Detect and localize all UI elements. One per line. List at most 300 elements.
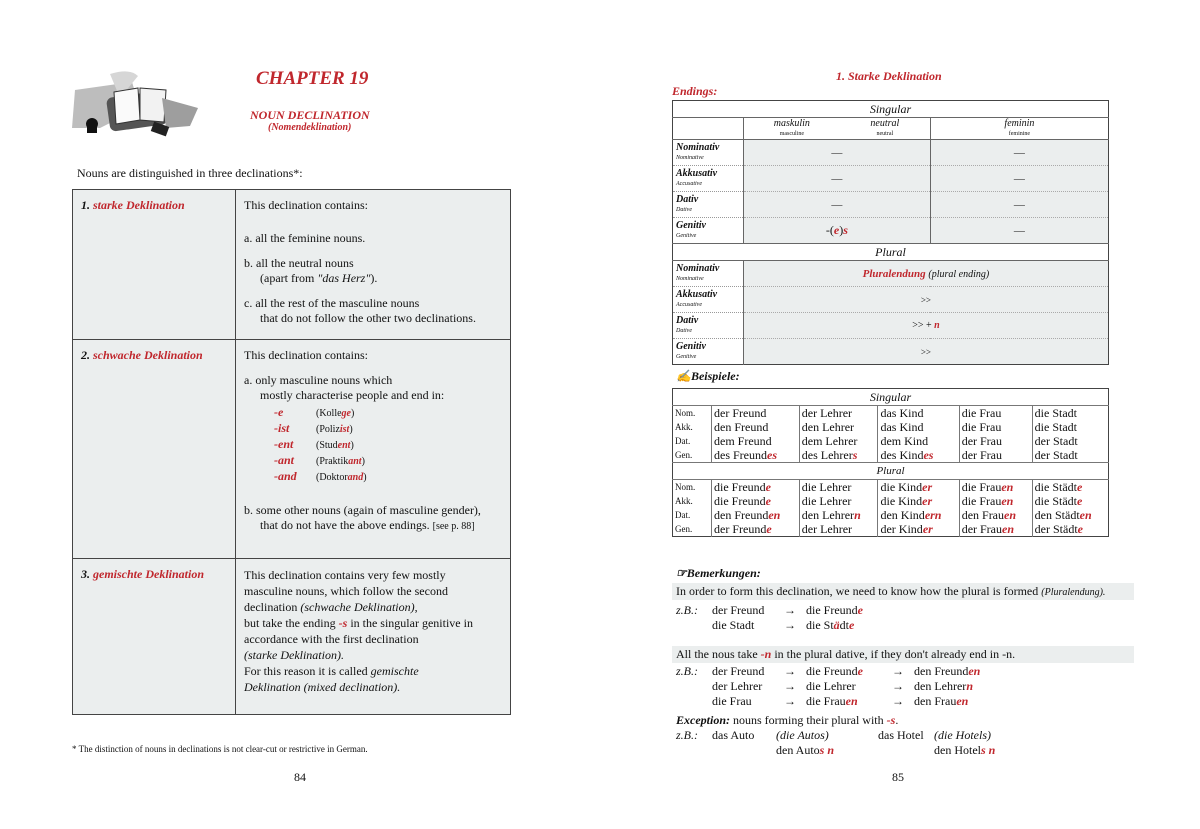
example-noun-ending: en bbox=[1079, 508, 1092, 522]
example-noun-stem: die Frau bbox=[961, 406, 1002, 420]
case-label-en: Genitive bbox=[676, 233, 697, 239]
endings-corner bbox=[673, 118, 744, 140]
examples-singular-header: Singular bbox=[673, 389, 1109, 406]
row3-line3 bbox=[244, 599, 502, 615]
example-noun bbox=[712, 420, 800, 434]
example-noun-ending: e bbox=[1077, 480, 1083, 494]
row3-l7-pre: For this reason it is called bbox=[244, 664, 371, 678]
plural-akk-en: Accusative bbox=[676, 302, 702, 308]
row1-contains: This declination contains: bbox=[244, 198, 368, 212]
example-noun-ending: er bbox=[922, 494, 933, 508]
row1-item-c bbox=[244, 296, 502, 326]
suffix-example-pre: (Poliz bbox=[316, 424, 340, 435]
plural-nom-en: Nominative bbox=[676, 276, 704, 282]
row3-line8: Deklination (mixed declination). bbox=[244, 680, 401, 694]
gender-fem bbox=[930, 118, 1108, 140]
example-noun bbox=[712, 434, 800, 448]
examples-plural-row bbox=[673, 522, 1109, 537]
examples-singular-row bbox=[673, 406, 1109, 421]
arrow-icon: → bbox=[892, 679, 904, 693]
example-noun bbox=[799, 420, 878, 434]
row1-a-text: all the feminine nouns. bbox=[255, 231, 366, 245]
zb-label-2 bbox=[676, 679, 712, 694]
ex2-b-pre: die Frau bbox=[806, 694, 846, 708]
row2-number: 2. bbox=[81, 348, 90, 362]
row1-b-text2-post: ). bbox=[370, 271, 378, 285]
example-noun bbox=[799, 508, 878, 522]
plural-dat-pre: >> + bbox=[912, 320, 935, 331]
ending-mn-mid: ) bbox=[839, 223, 844, 237]
footnote: * The distinction of nouns in declinations is not clear-cut or restrictive in German. bbox=[72, 744, 368, 754]
example-noun bbox=[878, 448, 959, 463]
ex2-b-red: e bbox=[857, 664, 863, 678]
suffix-example-post: ) bbox=[349, 424, 353, 435]
decl-row3-content bbox=[236, 559, 510, 714]
gender-neut bbox=[840, 119, 930, 139]
endings-mn-header bbox=[743, 118, 930, 140]
ending-mn-pre: -( bbox=[825, 223, 834, 237]
example-noun-stem: des Kind bbox=[880, 448, 924, 462]
row3-l4-red: -s bbox=[338, 616, 348, 630]
row1-a-label: a. bbox=[244, 231, 253, 245]
row2-contains: This declination contains: bbox=[244, 348, 368, 362]
row2-b-text2: that do not have the above endings. bbox=[260, 518, 430, 532]
plural-gen-en: Genitive bbox=[676, 354, 697, 360]
row3-line6: (starke Deklination). bbox=[244, 648, 344, 662]
ex3-b3-red: s n bbox=[981, 743, 996, 757]
suffix-example-post: ) bbox=[361, 456, 365, 467]
example-noun bbox=[1032, 494, 1108, 508]
exception-label: Exception: bbox=[676, 713, 730, 727]
suffix-example-pre: (Stud bbox=[316, 440, 338, 451]
ex2-b-pre: die Freund bbox=[806, 664, 858, 678]
example-noun-stem: der Freund bbox=[714, 406, 767, 420]
case-label-de: Nominativ bbox=[676, 142, 720, 153]
example-noun bbox=[1032, 420, 1108, 434]
examples-plural-body bbox=[673, 480, 1109, 537]
ex2-b-pre: die Lehrer bbox=[806, 679, 856, 693]
suffix-example-pre: (Doktor bbox=[316, 472, 348, 483]
case-label bbox=[673, 140, 744, 166]
example-noun-stem: den Lehrer bbox=[801, 508, 855, 522]
case-label-de: Genitiv bbox=[676, 220, 706, 231]
case-abbr: Gen. bbox=[675, 450, 693, 460]
examples-plural-row bbox=[673, 508, 1109, 522]
examples-singular-row bbox=[673, 448, 1109, 463]
case-abbr: Nom. bbox=[675, 408, 696, 418]
ex1-b1-pre: die Freund bbox=[806, 603, 858, 617]
example-noun bbox=[878, 420, 959, 434]
chapter-illustration bbox=[70, 68, 200, 142]
plural-nom-value bbox=[743, 261, 1108, 287]
ending-f: — bbox=[930, 166, 1108, 192]
case-abbr: Akk. bbox=[675, 496, 693, 506]
example-noun bbox=[799, 448, 878, 463]
suffix-example bbox=[316, 424, 353, 435]
ex2-c-red: n bbox=[966, 679, 973, 693]
row2-item-a bbox=[244, 373, 502, 403]
ex3-a3-pre: den Auto bbox=[776, 743, 820, 757]
suffix-list bbox=[244, 405, 502, 485]
example-noun-stem: die Kind bbox=[880, 494, 923, 508]
row1-c-label: c. bbox=[244, 296, 253, 310]
case-label-en: Accusative bbox=[676, 181, 702, 187]
suffix-example-pre: (Kolle bbox=[316, 408, 342, 419]
ex3-a2: (die Autos) bbox=[776, 728, 829, 742]
example-noun-stem: den Kind bbox=[880, 508, 925, 522]
plural-ending-note: (plural ending) bbox=[928, 268, 990, 280]
plural-ending-label: Pluralendung bbox=[862, 267, 926, 280]
exception-line bbox=[676, 713, 898, 728]
ex2-c bbox=[914, 664, 980, 679]
endings-singular-body bbox=[673, 140, 1109, 244]
arrow-icon: → bbox=[892, 664, 904, 678]
page-number-right: 85 bbox=[892, 770, 904, 784]
gender-neut-de: neutral bbox=[870, 117, 900, 129]
endings-table bbox=[672, 100, 1109, 365]
suffix-example bbox=[316, 440, 354, 451]
case-label-en: Nominative bbox=[676, 155, 704, 161]
pencil-icon: ✍ bbox=[676, 369, 691, 383]
ex2-line bbox=[676, 694, 980, 709]
row3-line4 bbox=[244, 615, 502, 631]
suffix-example bbox=[316, 472, 367, 483]
example-noun-stem: der Frau bbox=[961, 522, 1003, 536]
zb-label-2: z.B.: bbox=[676, 664, 698, 678]
suffix-example-hl: and bbox=[347, 472, 364, 483]
arrow-icon: → bbox=[784, 694, 796, 708]
example-noun-ending: e bbox=[1077, 494, 1083, 508]
suffix-example-hl: ent bbox=[337, 440, 351, 451]
example-noun-stem: der Kind bbox=[880, 522, 923, 536]
ex3-b2: (die Hotels) bbox=[934, 728, 991, 742]
exception-text: nouns forming their plural with bbox=[730, 713, 887, 727]
example-noun-stem: die Stadt bbox=[1034, 406, 1077, 420]
example-noun-stem: den Städt bbox=[1034, 508, 1080, 522]
example-noun-ending: en bbox=[1001, 494, 1014, 508]
plural-dat-red: n bbox=[934, 320, 940, 331]
case-label-de: Akkusativ bbox=[676, 168, 718, 179]
ex2-c-red: en bbox=[956, 694, 969, 708]
row3-l3-it: (schwache Deklination) bbox=[300, 600, 415, 614]
example-block-2 bbox=[676, 664, 980, 709]
row3-line5: accordance with the first declination bbox=[244, 632, 419, 646]
example-noun-stem: die Frau bbox=[961, 480, 1002, 494]
row1-item-b bbox=[244, 256, 502, 286]
example-noun-stem: der Lehrer bbox=[801, 522, 853, 536]
endings-singular-row bbox=[673, 140, 1109, 166]
example-noun-ending: s bbox=[852, 448, 858, 462]
example-noun bbox=[878, 480, 959, 495]
ex2-b-red: en bbox=[845, 694, 858, 708]
example-noun-stem: das Kind bbox=[880, 420, 924, 434]
example-noun bbox=[959, 522, 1032, 537]
example-noun bbox=[1032, 434, 1108, 448]
example-noun-stem: die Lehrer bbox=[801, 480, 852, 494]
hand-pointer-icon: ☞ bbox=[676, 566, 687, 580]
row1-b-label: b. bbox=[244, 256, 253, 270]
chapter-title: CHAPTER 19 bbox=[256, 68, 369, 89]
row2-item-b bbox=[244, 503, 502, 534]
note2-pre: All the nous take bbox=[676, 647, 761, 661]
row2-b-label: b. bbox=[244, 503, 253, 517]
row3-line1: This declination contains very few mostly bbox=[244, 568, 446, 582]
plural-akk-value: >> bbox=[743, 287, 1108, 313]
decl-row2-content bbox=[236, 340, 510, 559]
example-noun-stem: die Frau bbox=[961, 420, 1002, 434]
ex2-c bbox=[914, 679, 973, 694]
example-noun bbox=[799, 434, 878, 448]
row2-b-text1: some other nouns (again of masculine gender), bbox=[256, 503, 481, 517]
example-noun bbox=[1032, 480, 1108, 495]
right-title: 1. Starke Deklination bbox=[836, 69, 942, 83]
suffix-example-pre: (Praktik bbox=[316, 456, 349, 467]
example-noun bbox=[799, 494, 878, 508]
example-noun-stem: die Frau bbox=[961, 494, 1002, 508]
suffix-example-post: ) bbox=[351, 408, 355, 419]
example-noun bbox=[1032, 406, 1108, 421]
section-title: NOUN DECLINATION bbox=[250, 108, 370, 122]
ending-mn-red2: s bbox=[843, 223, 848, 237]
suffix-ending: -e bbox=[274, 405, 284, 419]
ex2-c-pre: den Freund bbox=[914, 664, 969, 678]
endings-plural-header: Plural bbox=[673, 244, 1109, 261]
plural-gen-de: Genitiv bbox=[676, 341, 706, 352]
ending-mn: — bbox=[743, 192, 930, 218]
ex2-c-red: en bbox=[968, 664, 981, 678]
example-noun bbox=[878, 508, 959, 522]
gender-masc bbox=[744, 119, 840, 139]
row3-name: gemischte Deklination bbox=[93, 567, 204, 581]
example-noun-ending: er bbox=[922, 480, 933, 494]
decl-row2-heading bbox=[73, 340, 236, 559]
ex2-line bbox=[676, 679, 980, 694]
example-noun-stem: den Lehrer bbox=[801, 420, 855, 434]
decl-row1-content bbox=[236, 190, 510, 340]
example-noun bbox=[959, 508, 1032, 522]
zb-label-2 bbox=[676, 694, 712, 709]
example-noun-stem: den Freund bbox=[714, 508, 769, 522]
example-noun-stem: des Lehrer bbox=[801, 448, 853, 462]
example-noun-stem: dem Freund bbox=[714, 434, 772, 448]
suffix-item bbox=[274, 469, 502, 485]
row3-l3-post: , bbox=[414, 600, 418, 614]
suffix-example-post: ) bbox=[350, 440, 354, 451]
ex1-b2-pre: die St bbox=[806, 618, 834, 632]
example-noun-stem: die Lehrer bbox=[801, 494, 852, 508]
example-noun-ending: e bbox=[766, 522, 772, 536]
example-noun-ending: ern bbox=[924, 508, 942, 522]
arrow-icon: → bbox=[892, 694, 904, 708]
row2-a-text2: mostly characterise people and end in: bbox=[260, 388, 445, 402]
ex3-a3-red: s n bbox=[819, 743, 835, 757]
ex1-b2-red2: e bbox=[849, 618, 855, 632]
example-noun-stem: die Freund bbox=[714, 480, 766, 494]
case-label-en: Dative bbox=[676, 207, 692, 213]
row3-l4-pre: but take the ending bbox=[244, 616, 339, 630]
case-label bbox=[673, 218, 744, 244]
row3-number: 3. bbox=[81, 567, 90, 581]
endings-label: Endings: bbox=[672, 84, 718, 98]
example-noun-ending: e bbox=[765, 494, 771, 508]
example-noun-ending: n bbox=[854, 508, 861, 522]
example-noun bbox=[959, 480, 1032, 495]
gender-fem-de: feminin bbox=[1004, 117, 1035, 129]
page-number-left: 84 bbox=[294, 770, 306, 784]
ex2-a: die Frau bbox=[712, 694, 752, 708]
example-noun bbox=[878, 494, 959, 508]
ending-mn-red: e bbox=[833, 223, 840, 237]
ex2-b bbox=[806, 664, 892, 679]
example-noun-ending: en bbox=[1002, 522, 1015, 536]
plural-gen-value: >> bbox=[743, 339, 1108, 365]
example-noun-stem: der Frau bbox=[961, 434, 1003, 448]
ending-mn bbox=[743, 218, 930, 244]
endings-singular-row bbox=[673, 166, 1109, 192]
zb-label-1: z.B.: bbox=[676, 603, 698, 617]
suffix-item bbox=[274, 421, 502, 437]
example-noun bbox=[799, 406, 878, 421]
note1 bbox=[672, 583, 1134, 600]
example-noun-ending: e bbox=[765, 480, 771, 494]
suffix-example bbox=[316, 456, 365, 467]
gender-masc-en: masculine bbox=[779, 130, 805, 137]
example-noun-stem: die Städt bbox=[1034, 480, 1077, 494]
example-noun-stem: den Freund bbox=[714, 420, 769, 434]
case-abbr: Gen. bbox=[675, 524, 693, 534]
plural-akk-de: Akkusativ bbox=[676, 289, 718, 300]
exception-post: . bbox=[895, 713, 899, 727]
plural-case-gen bbox=[673, 339, 744, 365]
declination-table bbox=[72, 189, 511, 715]
case-label-de: Dativ bbox=[676, 194, 699, 205]
bemerkungen-heading bbox=[676, 566, 761, 581]
example-noun bbox=[1032, 508, 1108, 522]
decl-row1-heading bbox=[73, 190, 236, 340]
note2-red: -n bbox=[760, 647, 772, 661]
suffix-ending: -ent bbox=[274, 437, 294, 451]
example-noun bbox=[959, 494, 1032, 508]
row3-l7-it: gemischte bbox=[370, 664, 419, 678]
case-label bbox=[673, 166, 744, 192]
example-noun bbox=[959, 420, 1032, 434]
row1-b-text2-it: "das Herz" bbox=[317, 271, 371, 285]
example-noun-stem: der Lehrer bbox=[801, 406, 853, 420]
beispiele-heading bbox=[676, 369, 740, 384]
example-noun bbox=[878, 522, 959, 537]
zb-label-3: z.B.: bbox=[676, 728, 698, 742]
case-abbr: Akk. bbox=[675, 422, 693, 432]
gender-masc-de: maskulin bbox=[773, 117, 810, 129]
bemerkungen-label: Bemerkungen: bbox=[686, 566, 761, 580]
row1-c-text2: that do not follow the other two declinations. bbox=[260, 311, 476, 325]
ex1-line2 bbox=[676, 618, 863, 633]
example-noun-ending: es bbox=[923, 448, 934, 462]
arrow-icon: → bbox=[784, 603, 796, 617]
case-abbr: Nom. bbox=[675, 482, 696, 492]
example-noun bbox=[1032, 448, 1108, 463]
example-noun bbox=[878, 434, 959, 448]
row2-name: schwache Deklination bbox=[93, 348, 203, 362]
example-noun-stem: des Freund bbox=[714, 448, 767, 462]
ending-f: — bbox=[930, 218, 1108, 244]
ex3-b1: das Hotel bbox=[878, 728, 924, 742]
row3-line7 bbox=[244, 663, 502, 679]
example-noun-ending: e bbox=[1077, 522, 1083, 536]
suffix-item bbox=[274, 437, 502, 453]
ex3-line1 bbox=[676, 728, 995, 743]
example-noun-stem: das Kind bbox=[880, 406, 924, 420]
plural-dat-value bbox=[743, 313, 1108, 339]
plural-case-dat bbox=[673, 313, 744, 339]
suffix-example-hl: ist bbox=[339, 424, 350, 435]
ending-mn: — bbox=[743, 166, 930, 192]
example-noun-stem: der Städt bbox=[1034, 522, 1078, 536]
suffix-example-hl: ant bbox=[348, 456, 362, 467]
example-noun bbox=[1032, 522, 1108, 537]
section-subtitle: (Nomendeklination) bbox=[268, 122, 352, 133]
row3-line2: masculine nouns, which follow the second bbox=[244, 584, 448, 598]
row2-b-ref: [see p. 88] bbox=[432, 521, 475, 532]
decl-row3-heading bbox=[73, 559, 236, 714]
arrow-icon: → bbox=[784, 618, 796, 632]
example-noun-stem: den Frau bbox=[961, 508, 1005, 522]
plural-case-nom bbox=[673, 261, 744, 287]
suffix-example-post: ) bbox=[363, 472, 367, 483]
example-noun bbox=[959, 434, 1032, 448]
beispiele-label: Beispiele: bbox=[690, 369, 740, 383]
ex3-line2 bbox=[676, 743, 995, 758]
example-block-3 bbox=[676, 728, 995, 758]
arrow-icon: → bbox=[784, 664, 796, 678]
plural-dat-en: Dative bbox=[676, 328, 692, 334]
ex2-b bbox=[806, 679, 892, 694]
row2-a-label: a. bbox=[244, 373, 253, 387]
row1-name: starke Deklination bbox=[93, 198, 185, 212]
example-noun bbox=[712, 494, 800, 508]
examples-singular-row bbox=[673, 420, 1109, 434]
suffix-item bbox=[274, 453, 502, 469]
ex1-a2: die Stadt bbox=[712, 618, 755, 632]
plural-nom-de: Nominativ bbox=[676, 263, 720, 274]
ex1-line1 bbox=[676, 603, 863, 618]
case-abbr: Dat. bbox=[675, 510, 691, 520]
endings-singular-row bbox=[673, 218, 1109, 244]
gender-neut-en: neutral bbox=[876, 130, 894, 137]
example-noun bbox=[799, 522, 878, 537]
examples-singular-row bbox=[673, 434, 1109, 448]
example-noun bbox=[712, 522, 800, 537]
example-noun-ending: er bbox=[922, 522, 933, 536]
row1-b-text1: all the neutral nouns bbox=[256, 256, 354, 270]
example-noun bbox=[799, 480, 878, 495]
gender-fem-en: feminine bbox=[1008, 130, 1031, 137]
examples-plural-row bbox=[673, 494, 1109, 508]
examples-plural-header: Plural bbox=[673, 463, 1109, 480]
note1-text: In order to form this declination, we need to know how the plural is formed bbox=[676, 584, 1039, 598]
example-noun bbox=[712, 448, 800, 463]
row1-b-text2-pre: (apart from bbox=[260, 271, 318, 285]
endings-singular-header: Singular bbox=[673, 101, 1109, 118]
examples-plural-row bbox=[673, 480, 1109, 495]
ex2-a: der Freund bbox=[712, 664, 765, 678]
example-noun-ending: en bbox=[1004, 508, 1017, 522]
note2-post: in the plural dative, if they don't already end in -n. bbox=[771, 647, 1016, 661]
ending-f: — bbox=[930, 140, 1108, 166]
ex2-c-pre: den Lehrer bbox=[914, 679, 967, 693]
ex2-b bbox=[806, 694, 892, 709]
ex1-b2-umlaut: ä bbox=[833, 618, 840, 632]
